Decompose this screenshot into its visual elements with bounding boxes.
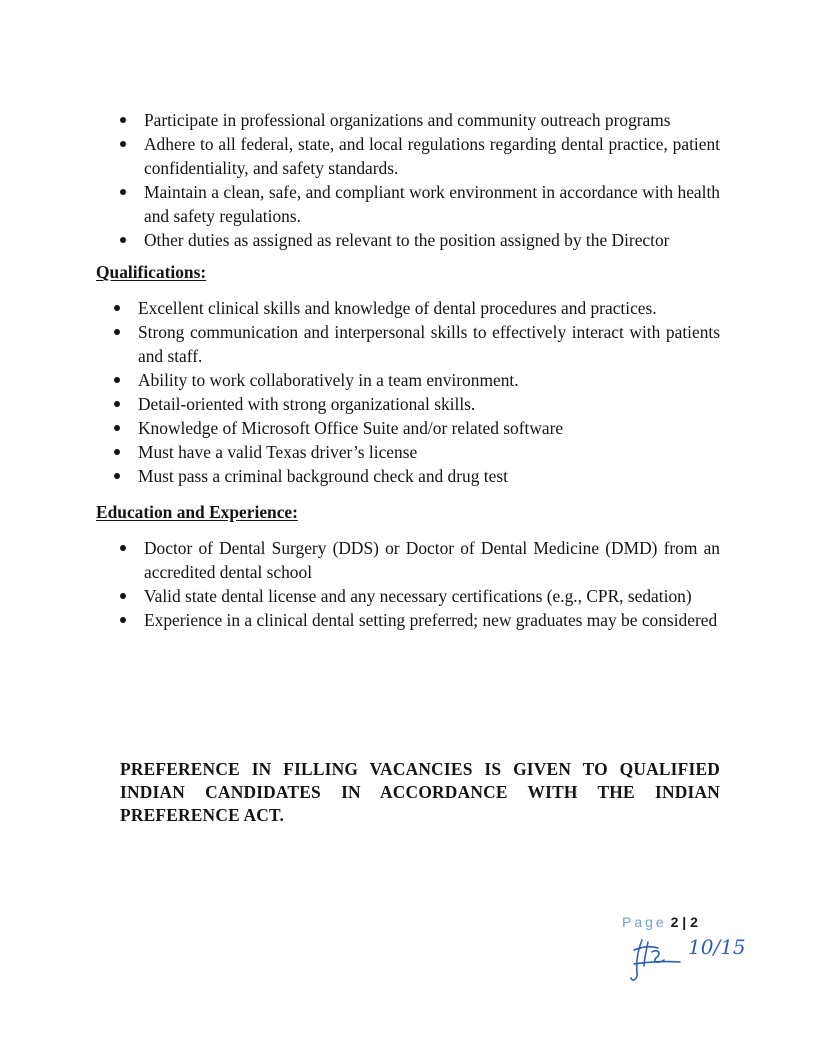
bullet-icon xyxy=(114,329,120,335)
bullet-icon xyxy=(120,237,126,243)
list-item-text: Participate in professional organizations and community outreach programs xyxy=(144,110,671,130)
signature-icon xyxy=(628,934,758,984)
list-item xyxy=(138,392,720,416)
bullet-icon xyxy=(114,305,120,311)
list-item xyxy=(138,464,720,488)
list-item xyxy=(144,584,720,608)
bullet-icon xyxy=(114,401,120,407)
list-item xyxy=(138,320,720,368)
list-item xyxy=(144,228,720,252)
bullet-icon xyxy=(114,449,120,455)
list-item-text: Strong communication and interpersonal skills to effectively interact with patients and staff. xyxy=(138,322,720,366)
signature-date: 10/15 xyxy=(688,935,746,959)
page-number xyxy=(622,914,698,930)
education-heading: Education and Experience: xyxy=(96,502,298,522)
duties-list xyxy=(144,108,720,252)
bullet-icon xyxy=(114,377,120,383)
list-item-text: Excellent clinical skills and knowledge of dental procedures and practices. xyxy=(138,298,657,318)
list-item-text: Other duties as assigned as relevant to the position assigned by the Director xyxy=(144,230,670,250)
list-item-text: Experience in a clinical dental setting preferred; new graduates may be considered xyxy=(144,610,718,630)
list-item-text: Ability to work collaboratively in a team environment. xyxy=(138,370,519,390)
qualifications-list xyxy=(138,296,720,488)
list-item xyxy=(144,608,720,632)
list-item-text: Must have a valid Texas driver’s license xyxy=(138,442,418,462)
list-item xyxy=(138,368,720,392)
qualifications-heading: Qualifications: xyxy=(96,262,207,282)
bullet-icon xyxy=(120,593,126,599)
bullet-icon xyxy=(120,141,126,147)
list-item xyxy=(144,132,720,180)
page-label: Page xyxy=(622,914,667,930)
list-item xyxy=(144,536,720,584)
list-item-text: Must pass a criminal background check and drug test xyxy=(138,466,508,486)
list-item-text: Adhere to all federal, state, and local regulations regarding dental practice, patient confidentiality, and safety standards. xyxy=(144,134,720,178)
list-item xyxy=(144,108,720,132)
signature xyxy=(628,934,758,989)
list-item xyxy=(144,180,720,228)
bullet-icon xyxy=(114,473,120,479)
list-item-text: Maintain a clean, safe, and compliant work environment in accordance with health and safety regulations. xyxy=(144,182,720,226)
list-item-text: Knowledge of Microsoft Office Suite and/or related software xyxy=(138,418,564,438)
list-item-text: Doctor of Dental Surgery (DDS) or Doctor of Dental Medicine (DMD) from an accredited dental school xyxy=(144,538,720,582)
bullet-icon xyxy=(114,425,120,431)
indian-preference-notice: PREFERENCE IN FILLING VACANCIES IS GIVEN TO QUALIFIED INDIAN CANDIDATES IN ACCORDANCE WITH THE INDIAN PREFERENCE ACT. xyxy=(120,759,720,825)
list-item-text: Detail-oriented with strong organizational skills. xyxy=(138,394,476,414)
bullet-icon xyxy=(120,545,126,551)
bullet-icon xyxy=(120,617,126,623)
list-item-text: Valid state dental license and any necessary certifications (e.g., CPR, sedation) xyxy=(144,586,692,606)
bullet-icon xyxy=(120,189,126,195)
list-item xyxy=(138,296,720,320)
list-item xyxy=(138,440,720,464)
education-list xyxy=(144,536,720,632)
list-item xyxy=(138,416,720,440)
bullet-icon xyxy=(120,117,126,123)
page-count: 2 | 2 xyxy=(670,914,698,930)
